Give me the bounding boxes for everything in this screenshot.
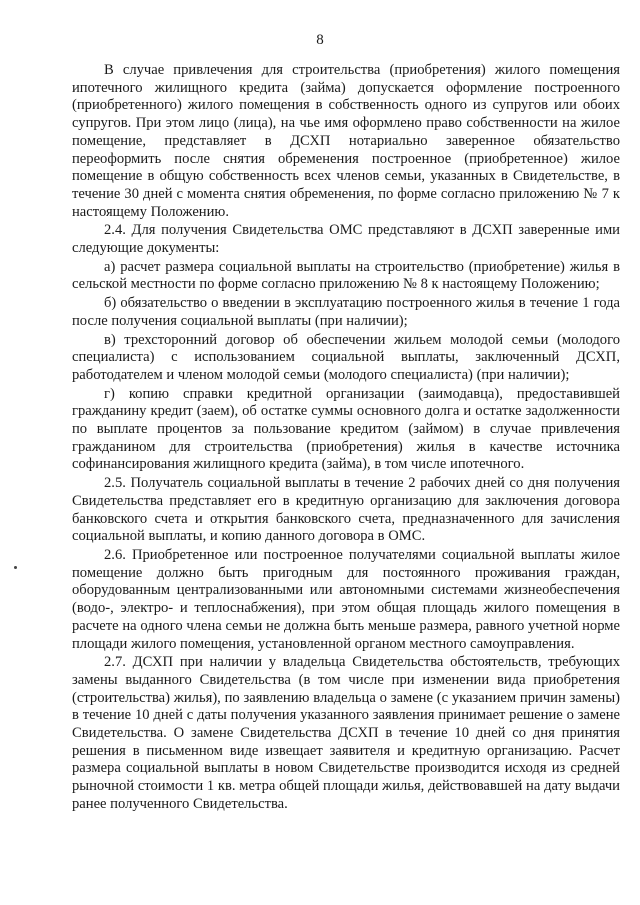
paragraph-2-7: 2.7. ДСХП при наличии у владельца Свидетельства обстоятельств, требующих замены выданного Свидетельства (в том числе при изменении вида приобретения (строительства) жилья), по заявлению владельца о замене (с указанием причин замены) в течение 10 дней с даты получения указанного заявления принимает решение о замене Свидетельства. О замене Свидетельства ДСХП в течение 10 дней со дня принятия решения в письменном виде извещает заявителя и кредитную организацию. Расчет размера социальной выплаты в новом Свидетельстве производится исходя из средней рыночной стоимости 1 кв. метра общей площади жилья, действовавшей на дату выдачи ранее полученного Свидетельства. <box>72 654 620 812</box>
document-body <box>72 62 620 815</box>
paragraph-2-4: 2.4. Для получения Свидетельства ОМС представляют в ДСХП заверенные ими следующие документы: <box>72 222 620 257</box>
list-item-v: в) трехсторонний договор об обеспечении жильем молодой семьи (молодого специалиста) с использованием социальной выплаты, заключенный ДСХП, работодателем и членом молодой семьи (молодого специалиста) (при наличии); <box>72 331 620 383</box>
paragraph-2-6: 2.6. Приобретенное или построенное получателями социальной выплаты жилое помещение должно быть пригодным для постоянного проживания граждан, оборудованным централизованными или автономными системами жизнеобеспечения (водо-, электро- и теплоснабжения), при этом общая площадь жилого помещения в расчете на одного члена семьи не должна быть меньше размера, равного учетной норме площади жилого помещения, установленной органом местного самоуправления. <box>72 546 620 652</box>
list-item-b: б) обязательство о введении в эксплуатацию построенного жилья в течение 1 года после получения социальной выплаты (при наличии); <box>72 295 620 329</box>
paragraph-mortgage-ownership: В случае привлечения для строительства (приобретения) жилого помещения ипотечного жилищного кредита (займа) допускается оформление построенного (приобретенного) жилого помещения в собственность одного из супругов или обоих супругов. При этом лицо (лица), на чье имя оформлено право собственности на жилое помещение, представляет в ДСХП нотариально заверенное обязательство переоформить после снятия обременения построенное (приобретенное) жилое помещение в общую собственность всех членов семьи, указанных в Свидетельстве, в течение 30 дней с момента снятия обременения, по форме согласно приложению № 7 к настоящему Положению. <box>72 62 620 220</box>
scan-speck <box>14 566 17 569</box>
page-number: 8 <box>316 32 324 48</box>
paragraph-2-5: 2.5. Получатель социальной выплаты в течение 2 рабочих дней со дня получения Свидетельства представляет его в кредитную организацию для заключения договора банковского счета и открытия банковского счета, предназначенного для зачисления социальной выплаты, и копию данного договора в ОМС. <box>72 475 620 545</box>
list-item-a: а) расчет размера социальной выплаты на строительство (приобретение) жилья в сельской местности по форме согласно приложению № 8 к настоящему Положению; <box>72 258 620 293</box>
list-item-g: г) копию справки кредитной организации (заимодавца), предоставившей гражданину кредит (заем), об остатке суммы основного долга и остатке задолженности по выплате процентов за пользование кредитом (займом) в случае привлечения гражданином для строительства (приобретения) жилья в качестве источника софинансирования жилищного кредита (займа), в том числе ипотечного. <box>72 385 620 473</box>
